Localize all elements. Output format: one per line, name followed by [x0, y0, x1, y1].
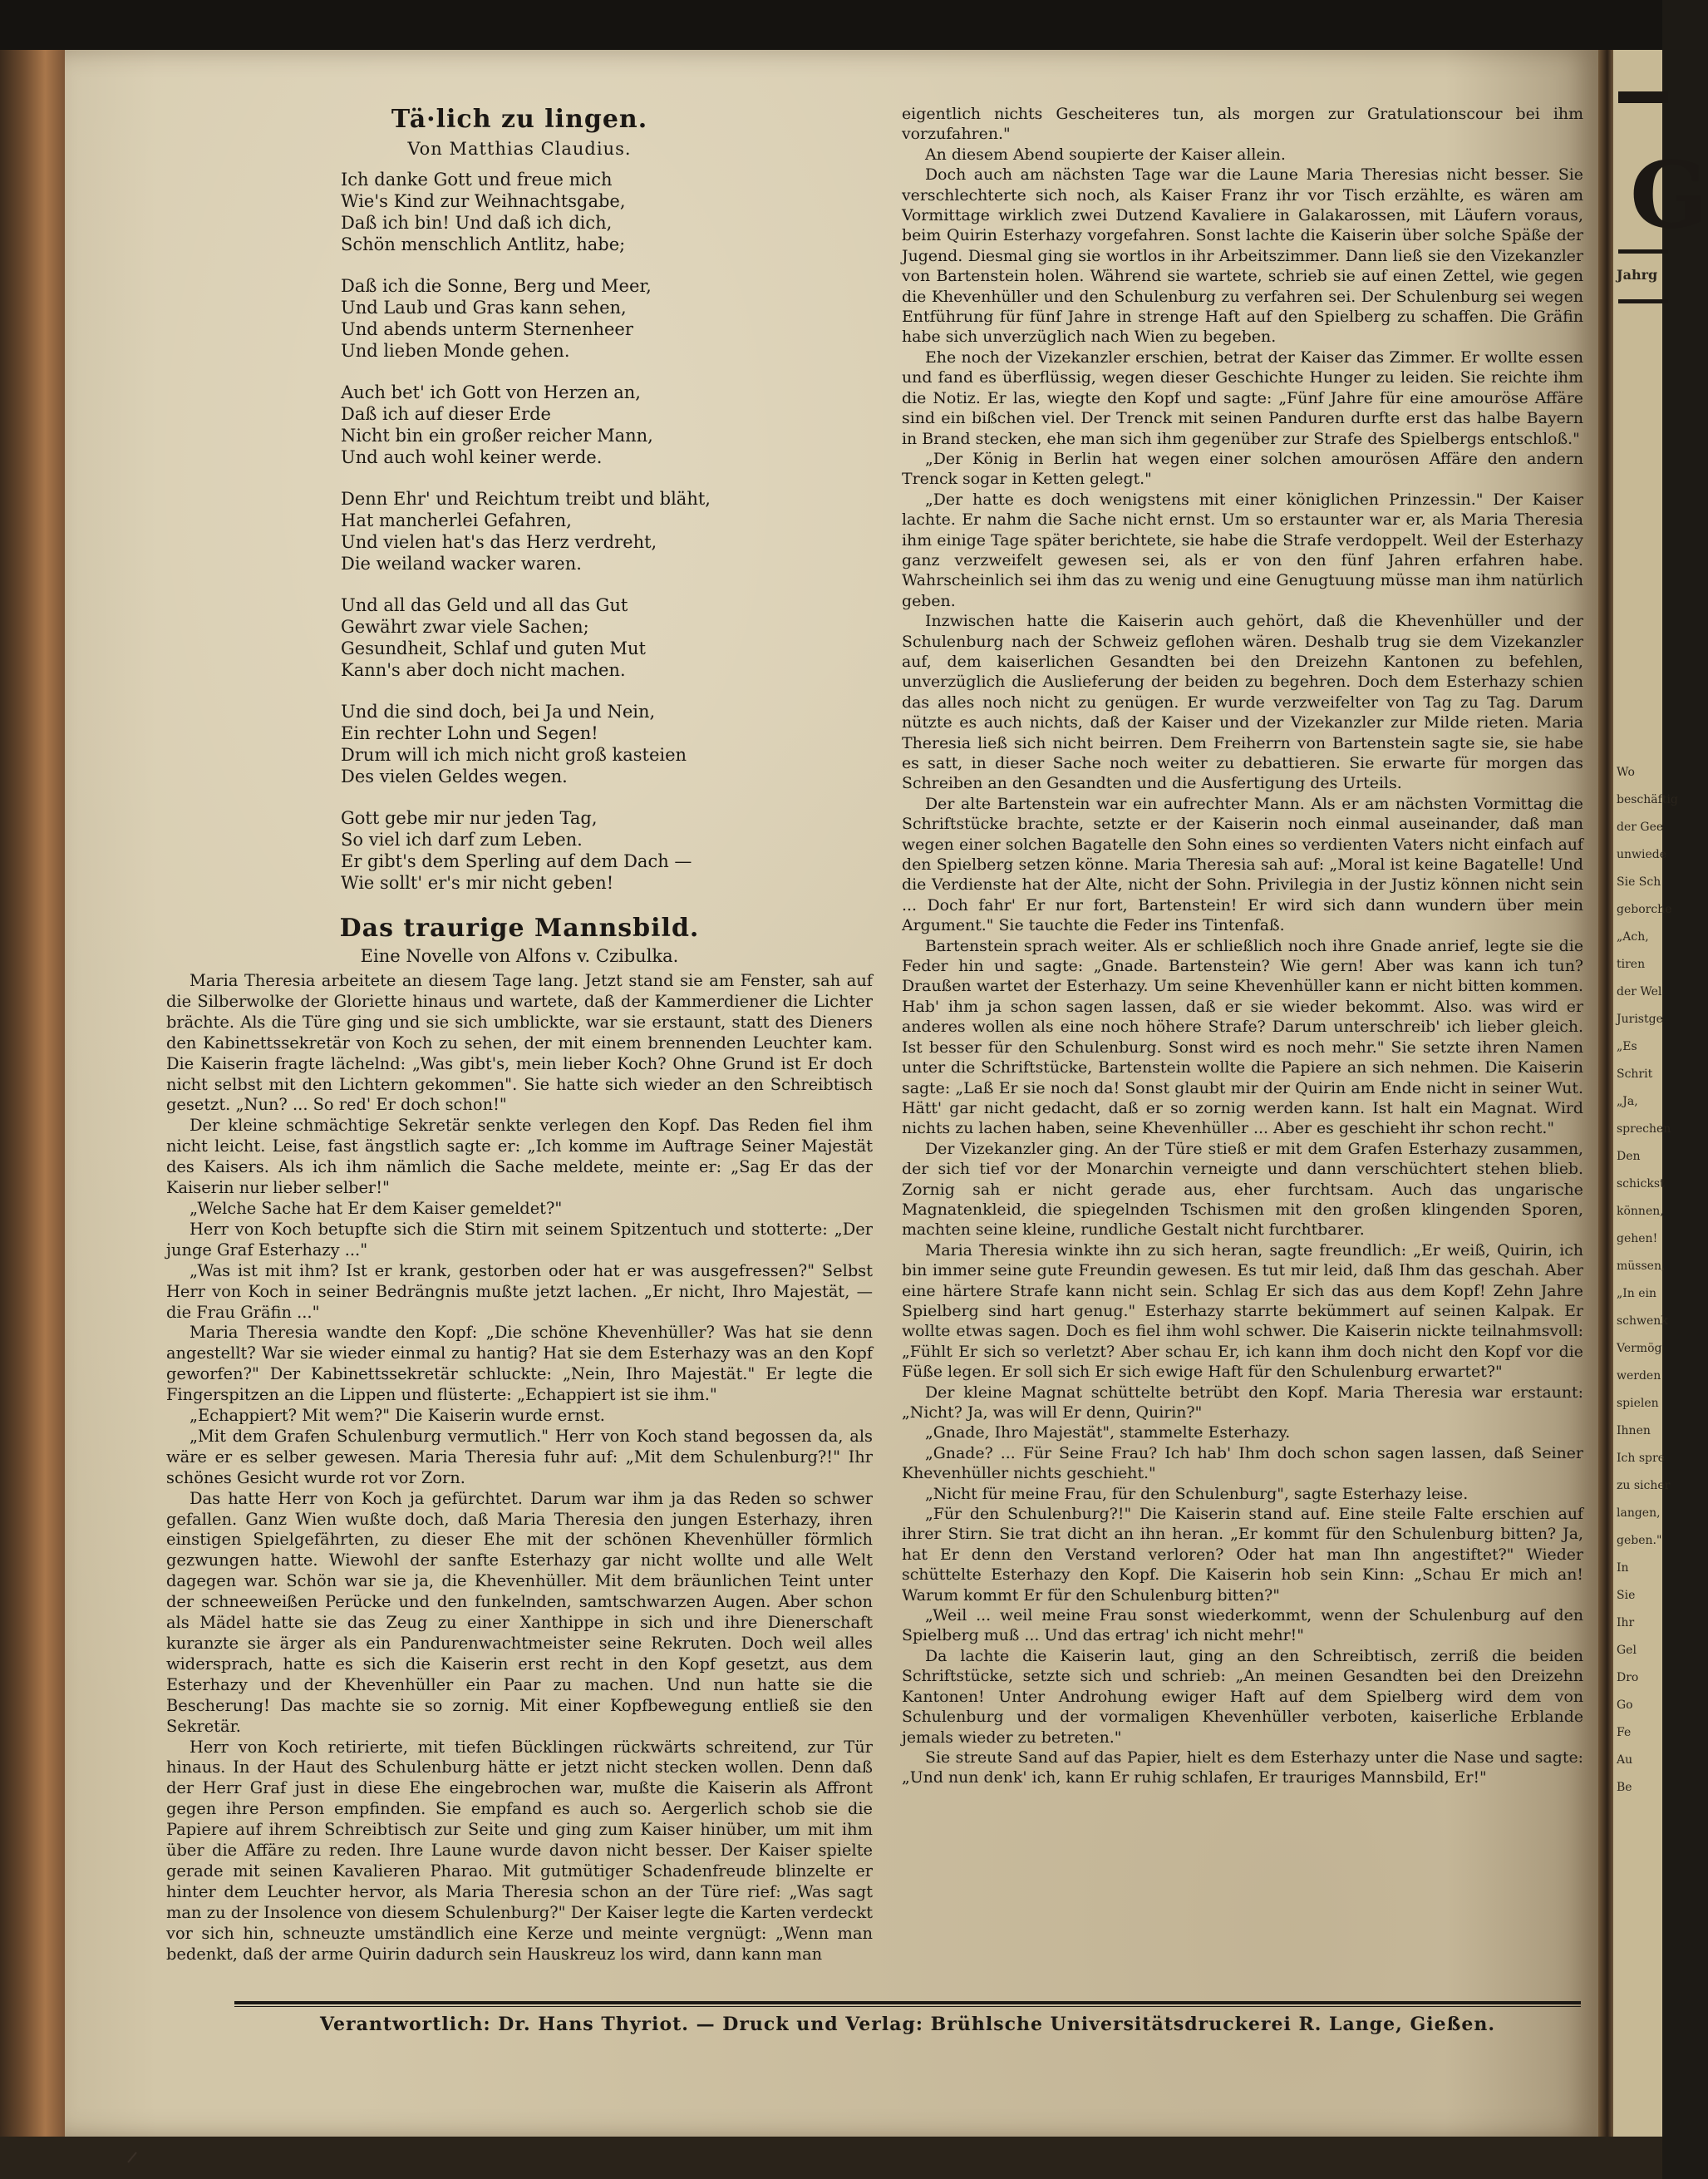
next-page-fragment: Ihnen	[1617, 1424, 1651, 1437]
next-page-fragment: sprechen	[1617, 1122, 1671, 1136]
poem-line: Des vielen Geldes wegen.	[341, 767, 568, 786]
next-page-rule	[1618, 249, 1668, 254]
story-paragraph: Maria Theresia winkte ihn zu sich heran, sagte freundlich: „Er weiß, Quirin, ich bin immer seine gute Freundin gewesen. Es tut mir leid, daß Ihm das geschah. Aber eine härtere Strafe kann nicht sein. Schlag Er sich das aus dem Kopf! Zehn Jahre Spielberg sind hart genug." Esterhazy starrte bekümmert auf seinen Kalpak. Er wollte etwas sagen. Doch es fiel ihm wohl schwer. Die Kaiserin nickte teilnahmsvoll: „Fühlt Er sich so verletzt? Aber schau Er, ich kann ihm doch nicht den Kopf vor die Füße legen. Er soll sich Er sich ewige Haft für den Schulenburg erwartet?"	[902, 1240, 1583, 1382]
poem-line: Er gibt's dem Sperling auf dem Dach —	[341, 851, 692, 871]
poem-line: Ich danke Gott und freue mich	[341, 170, 613, 190]
poem-line: Wie's Kind zur Weihnachtsgabe,	[341, 191, 626, 211]
next-page-fragment: Sie Sch	[1617, 875, 1661, 889]
next-page-fragment: der Wel	[1617, 985, 1662, 998]
poem-line: Daß ich die Sonne, Berg und Meer,	[341, 276, 652, 296]
story-paragraph: Bartenstein sprach weiter. Als er schließlich noch ihre Gnade anrief, legte sie die Feder hin und sagte: „Gnade. Bartenstein? Wie gern! Aber was kann ich tun? Draußen wartet der Esterhazy. Um seine Khevenhüller kann er nicht bitten kommen. Hab' ihm ja schon sagen lassen, daß er sie wieder bekommt. Also. was wird er anderes wollen als eine noch höhere Strafe? Darum unterschreib' ich lieber gleich. Ist besser für den Schulenburg. Sonst wird es noch mehr." Sie setzte ihren Namen unter die Schriftstücke, Bartenstein wollte die Papiere an sich nehmen. Die Kaiserin sagte: „Laß Er sie noch da! Sonst glaubt mir der Quirin am Ende nicht in seiner Wut. Hätt' gar nicht gedacht, daß er so zornig werden kann. Ist halt ein Magnat. Wird nichts zu lachen haben, seine Khevenhüller ... Aber es geschieht ihr schon recht."	[902, 936, 1583, 1138]
poem-author: Von Matthias Claudius.	[407, 139, 632, 159]
poem-line: Hat mancherlei Gefahren,	[341, 510, 572, 530]
next-page-fragment: Go	[1617, 1698, 1633, 1712]
poem-line: Daß ich bin! Und daß ich dich,	[341, 213, 613, 233]
story-paragraph: „Was ist mit ihm? Ist er krank, gestorben oder hat er was ausgefressen?" Selbst Herr von Koch in seiner Bedrängnis mußte jetzt lachen. „Er nicht, Ihro Majestät, — die Frau Gräfin ..."	[166, 1260, 873, 1322]
footer-rule-thin	[234, 2006, 1581, 2007]
next-page-fragment: Wo	[1617, 766, 1635, 779]
poem-stanza	[166, 701, 873, 787]
poem-line: Und die sind doch, bei Ja und Nein,	[341, 702, 656, 722]
poem-stanza	[166, 594, 873, 681]
story-paragraph: „Echappiert? Mit wem?" Die Kaiserin wurde ernst.	[190, 1406, 605, 1426]
poem-line: Kann's aber doch nicht machen.	[341, 660, 626, 680]
next-page-big-letter: G	[1630, 141, 1708, 249]
next-page-fragment: schickst	[1617, 1177, 1665, 1191]
poem-line: Auch bet' ich Gott von Herzen an,	[341, 382, 641, 402]
poem-line: Wie sollt' er's mir nicht geben!	[341, 873, 614, 893]
next-page-fragment: geborche	[1617, 903, 1672, 916]
story-paragraph: Sie streute Sand auf das Papier, hielt es dem Esterhazy unter die Nase und sagte: „Und nun denk' ich, kann Er ruhig schlafen, Er trauriges Mannsbild, Er!"	[902, 1748, 1583, 1787]
story-paragraph: „Gnade, Ihro Majestät", stammelte Esterhazy.	[925, 1423, 1291, 1442]
next-page-fragment: Juristge	[1617, 1013, 1663, 1026]
story-paragraph: Maria Theresia arbeitete an diesem Tage lang. Jetzt stand sie am Fenster, sah auf die Silberwolke der Gloriette hinaus und wartete, daß der Kammerdiener die Lichter brächte. Als die Türe ging und sie sich umblickte, war sie erstaunt, statt des Dieners den Kabinettssekretär von Koch zu sehen, der mit einem brennenden Leuchter kam. Die Kaiserin fragte lächelnd: „Was gibt's, mein lieber Koch? Ohne Grund ist Er doch nicht selbst mit den Lichtern gekommen". Sie hatte sich wieder an den Schreibtisch gesetzt. „Nun? ... So red' Er doch schon!"	[166, 971, 873, 1115]
story-paragraph: „Nicht für meine Frau, für den Schulenburg", sagte Esterhazy leise.	[925, 1484, 1469, 1503]
next-page-fragment: tiren	[1617, 958, 1646, 971]
pencil-mark-icon	[125, 2149, 141, 2166]
next-page-fragment: Fe	[1617, 1726, 1632, 1739]
next-page-fragment: Sie	[1617, 1589, 1636, 1602]
story-paragraph: Maria Theresia wandte den Kopf: „Die schöne Khevenhüller? Was hat sie denn angestellt? War sie wieder einmal zu hantig? Hat sie dem Esterhazy was an den Kopf geworfen?" Der Kabinettssekretär schluckte: „Nein, Ihro Majestät." Er legte die Fingerspitzen an die Lippen und flüsterte: „Echappiert ist sie ihm."	[166, 1323, 873, 1405]
poem-line: Daß ich auf dieser Erde	[341, 404, 551, 424]
poem-stanza	[166, 275, 873, 362]
poem-line: Drum will ich mich nicht groß kasteien	[341, 745, 687, 765]
poem-stanza	[166, 488, 873, 574]
next-page-fragment: Dro	[1617, 1671, 1639, 1684]
story-paragraph: Doch auch am nächsten Tage war die Laune Maria Theresias nicht besser. Sie verschlechterte sich noch, als Kaiser Franz ihr vor Tisch erzählte, es wären am Vormittage wirklich zwei Dutzend Kavaliere in Galakarossen, mit Läufern voraus, beim Quirin Esterhazy vorgefahren. Sonst lachte die Kaiserin über solche Späße der Jugend. Diesmal ging sie wortlos in ihr Arbeitszimmer. Dann ließ sie den Vizekanzler von Bartenstein holen. Während sie wartete, schrieb sie auf einen Zettel, wie gegen die Khevenhüller und den Schulenburg zu verfahren sei. Der Schulenburg sei wegen Entführung für fünf Jahre in strenge Haft auf den Spielberg zu schaffen. Die Gräfin habe sich unverzüglich nach Wien zu begeben.	[902, 165, 1583, 347]
poem-line: Nicht bin ein großer reicher Mann,	[341, 426, 653, 446]
story-paragraph: „Gnade? ... Für Seine Frau? Ich hab' Ihm doch schon sagen lassen, daß Seiner Khevenhüller nichts geschieht."	[902, 1443, 1583, 1483]
poem-line: Und lieben Monde gehen.	[341, 341, 570, 361]
next-page-fragment: „In ein	[1617, 1287, 1657, 1300]
story-paragraph: „Mit dem Grafen Schulenburg vermutlich." Herr von Koch stand begossen da, als wäre er es selber gewesen. Maria Theresia fuhr auf: „Mit dem Schulenburg?!" Ihr schönes Gesicht wurde rot vor Zorn.	[166, 1426, 873, 1487]
story-paragraph: Der Vizekanzler ging. An der Türe stieß er mit dem Grafen Esterhazy zusammen, der sich tief vor der Monarchin verneigte und dann verschüchtert stehen blieb. Zornig sah er nicht gerade aus, eher furchtsam. Auch das ungarische Magnatenkleid, die spiegelnden Tschismen mit den großen klingenden Sporen, machten seine kleine, rundliche Gestalt nicht furchtbarer.	[902, 1139, 1583, 1240]
story-paragraph: Herr von Koch retirierte, mit tiefen Bücklingen rückwärts schreitend, zur Tür hinaus. In der Haut des Schulenburg hätte er jetzt nicht stecken wollen. Denn daß der Herr Graf just in diese Ehe eingebrochen war, mußte die Kaiserin als Affront gegen ihre Person empfinden. Sie empfand es auch so. Aergerlich schob sie die Papiere auf ihrem Schreibtisch zur Seite und ging zum Kaiser hinüber, um mit ihm über die Affäre zu reden. Ihre Laune wurde davon nicht besser. Der Kaiser spielte gerade mit seinen Kavalieren Pharao. Mit gutmütiger Schadenfreude blinzelte er hinter dem Leuchter hervor, als Maria Theresia schon an der Türe rief: „Was sagt man zu der Insolence von diesem Schulenburg?" Der Kaiser legte die Karten verdeckt vor sich hin, schneuzte umständlich eine Kerze und meinte vergnügt: „Wenn man bedenkt, daß der arme Quirin dadurch sein Hauskreuz los wird, dann kann man	[166, 1737, 873, 1964]
next-page-fragment: können,	[1617, 1205, 1664, 1218]
scan-top-edge	[0, 0, 1662, 50]
next-page-fragment: Au	[1617, 1753, 1633, 1767]
footer-rule	[234, 2001, 1581, 2004]
next-page-fragment: unwiede	[1617, 848, 1667, 861]
poem-line: Gott gebe mir nur jeden Tag,	[341, 808, 598, 828]
next-page-fragment: gehen!	[1617, 1232, 1658, 1245]
story-paragraph: „Welche Sache hat Er dem Kaiser gemeldet?"	[190, 1198, 563, 1218]
story-paragraph: „Der König in Berlin hat wegen einer solchen amourösen Affäre den andern Trenck sogar in Ketten gelegt."	[902, 449, 1583, 489]
poem-title: Tä·lich zu lingen.	[391, 105, 648, 134]
next-page-fragment: müssen,	[1617, 1260, 1666, 1273]
story-paragraph: „Für den Schulenburg?!" Die Kaiserin stand auf. Eine steile Falte erschien auf ihrer Stirn. Sie trat dicht an ihn heran. „Er kommt für den Schulenburg bitten? Ja, hat Er denn den Verstand verloren? Oder hat man Ihn angestiftet?" Wieder schüttelte Esterhazy den Kopf. Die Kaiserin hob sein Kinn: „Schau Er mich an! Warum kommt Er für den Schulenburg bitten?"	[902, 1505, 1583, 1605]
next-page-fragment: spielen	[1617, 1397, 1659, 1410]
next-page-fragment: Schrit	[1617, 1067, 1653, 1081]
next-page-fragment: Ihr	[1617, 1616, 1635, 1629]
book-binding-edge	[0, 50, 65, 2179]
next-page-fragment: „Ja,	[1617, 1095, 1638, 1108]
footer-imprint: Verantwortlich: Dr. Hans Thyriot. — Druck und Verlag: Brühlsche Universitätsdruckerei R. Lange, Gießen.	[320, 2014, 1495, 2035]
poem-line: Gesundheit, Schlaf und guten Mut	[341, 638, 646, 658]
next-page-fragment: Be	[1617, 1781, 1632, 1794]
next-page-fragment: der Gee	[1617, 821, 1664, 834]
story-paragraph: Der kleine schmächtige Sekretär senkte verlegen den Kopf. Das Reden fiel ihm nicht leicht. Leise, fast ängstlich sagte er: „Ich komme im Auftrage Seiner Majestät des Kaisers. Als ich ihm nämlich die Sache meldete, meinte er: „Sag Er das der Kaiserin nur lieber selber!"	[166, 1116, 873, 1198]
story-paragraph: eigentlich nichts Gescheiteres tun, als morgen zur Gratulationscour bei ihm vorzufahren."	[902, 105, 1583, 144]
poem-line: Und auch wohl keiner werde.	[341, 447, 603, 467]
poem-body	[166, 169, 873, 894]
story-paragraph: An diesem Abend soupierte der Kaiser allein.	[925, 145, 1286, 164]
story-paragraph: Der kleine Magnat schüttelte betrübt den Kopf. Maria Theresia war erstaunt: „Nicht? Ja, was will Er denn, Quirin?"	[902, 1383, 1583, 1422]
poem-line: Die weiland wacker waren.	[341, 554, 582, 574]
poem-line: Schön menschlich Antlitz, habe;	[341, 234, 626, 254]
next-page-fragment: In	[1617, 1561, 1629, 1575]
next-page-fragment: werden	[1617, 1369, 1661, 1383]
story-subtitle: Eine Novelle von Alfons v. Czibulka.	[360, 946, 679, 966]
next-page-rule	[1618, 91, 1668, 103]
next-page-fragment: zu sicher	[1617, 1479, 1671, 1492]
story-paragraph: „Weil ... weil meine Frau sonst wiederkommt, wenn der Schulenburg auf den Spielberg muß ... Und das ertrag' ich nicht mehr!"	[902, 1606, 1583, 1645]
poem-stanza	[166, 169, 873, 255]
scan-bottom-edge	[0, 2137, 1662, 2179]
poem-line: Und abends unterm Sternenheer	[341, 319, 633, 339]
poem-stanza	[166, 382, 873, 468]
story-text-right	[902, 104, 1583, 1788]
poem-line: Und vielen hat's das Herz verdreht,	[341, 532, 657, 552]
next-page-fragment: geben."	[1617, 1534, 1662, 1547]
poem-line: Und Laub und Gras kann sehen,	[341, 298, 627, 318]
next-page-fragment: beschäftig	[1617, 793, 1678, 806]
story-title: Das traurige Mannsbild.	[339, 914, 700, 943]
next-page-fragment: Ich spre	[1617, 1452, 1665, 1465]
next-page-fragment: „Es	[1617, 1040, 1637, 1053]
story-paragraph: Da lachte die Kaiserin laut, ging an den Schreibtisch, zerriß die beiden Schriftstücke, setzte sich und schrieb: „An meinen Gesandten bei den Dreizehn Kantonen! Unter Androhung ewiger Haft auf dem Spielberg wird dem von Schulenburg und der vormaligen Khevenhüller verboten, kaiserliche Erblande jemals wieder zu betreten."	[902, 1646, 1583, 1747]
next-page-edge	[1613, 50, 1708, 2137]
next-page-fragment: schwenk	[1617, 1314, 1668, 1328]
next-page-fragment: langen,	[1617, 1506, 1661, 1520]
story-paragraph: „Der hatte es doch wenigstens mit einer königlichen Prinzessin." Der Kaiser lachte. Er nahm die Sache nicht ernst. Um so erstaunter war er, als Maria Theresia ihm einige Tage später berichtete, sie habe die Strafe verdoppelt. Weil der Esterhazy ganz verzweifelt gewesen sei, als er von den fünf Jahren erfahren habe. Wahrscheinlich sei ihm das zu wenig und eine Genugtuung müsse man ihm natürlich geben.	[902, 490, 1583, 610]
left-column	[166, 100, 873, 1965]
poem-line: Und all das Geld und all das Gut	[341, 595, 628, 615]
next-page-fragment: „Ach,	[1617, 930, 1649, 944]
story-paragraph: Ehe noch der Vizekanzler erschien, betrat der Kaiser das Zimmer. Er wollte essen und fand es überflüssig, wegen dieser Geschichte Hunger zu leiden. Sie reichte ihm die Notiz. Er las, wiegte den Kopf und sagte: „Fünf Jahre für eine amouröse Affäre sind ein bißchen viel. Der Trenck mit seinen Panduren durfte erst das halbe Bayern in Brand stecken, ehe man sich ihm gegenüber zur Strafe des Spielbergs entschloß."	[902, 348, 1583, 448]
poem-line: Gewährt zwar viele Sachen;	[341, 617, 589, 637]
next-page-fragment: Vermög	[1617, 1342, 1662, 1355]
story-text-left	[166, 971, 873, 1965]
next-page-rule	[1618, 299, 1668, 303]
poem-stanza	[166, 807, 873, 894]
next-page-fragment: Gel	[1617, 1644, 1637, 1657]
next-page-header-fragment: Jahrg	[1617, 267, 1658, 283]
poem-line: So viel ich darf zum Leben.	[341, 830, 583, 850]
page-gutter	[1598, 50, 1613, 2137]
poem-line: Ein rechter Lohn und Segen!	[341, 723, 598, 743]
next-page-fragment: Den	[1617, 1150, 1641, 1163]
poem-line: Denn Ehr' und Reichtum treibt und bläht,	[341, 489, 711, 509]
story-paragraph: Der alte Bartenstein war ein aufrechter Mann. Als er am nächsten Vormittag die Schriftstücke brachte, setzte er der Kaiserin noch einmal auseinander, daß man wegen einer solchen Bagatelle den Sohn eines so verdienten Vaters nicht einfach auf den Spielberg setzen könne. Maria Theresia sah auf: „Moral ist keine Bagatelle! Und die Verdienste hat der Alte, nicht der Sohn. Privilegia in der Justiz können nicht sein ... Doch fahr' Er nur fort, Bartenstein! Er wird sich dann wundern über mein Argument." Sie tauchte die Feder ins Tintenfaß.	[902, 794, 1583, 935]
story-paragraph: Herr von Koch betupfte sich die Stirn mit seinem Spitzentuch und stotterte: „Der junge Graf Esterhazy ..."	[166, 1219, 873, 1260]
right-column	[902, 104, 1583, 1788]
story-paragraph: Inzwischen hatte die Kaiserin auch gehört, daß die Khevenhüller und der Schulenburg nach der Schweiz geflohen wären. Deshalb trug sie dem Vizekanzler auf, dem kaiserlichen Gesandten bei den Dreizehn Kantonen zu befehlen, unverzüglich die Auslieferung der beiden zu begehren. Doch dem Esterhazy schien das alles noch nicht zu genügen. Er wurde verzweifelter von Tag zu Tag. Darum nützte es auch nichts, daß der Kaiser und der Vizekanzler zur Milde rieten. Maria Theresia ließ sich nicht beirren. Dem Freiherrn von Bartenstein sagte sie, sie habe es satt, in dieser Sache noch weiter zu debattieren. Sie erwarte für morgen das Schreiben an den Gesandten und die Ausfertigung des Urteils.	[902, 612, 1583, 793]
story-paragraph: Das hatte Herr von Koch ja gefürchtet. Darum war ihm ja das Reden so schwer gefallen. Ganz Wien wußte doch, daß Maria Theresia den jungen Esterhazy, ihren einstigen Spielgefährten, zu dieser Ehe mit der schönen Khevenhüller förmlich gezwungen hatte. Wiewohl der sanfte Esterhazy gar nicht wollte und alle Welt dagegen war. Schön war sie ja, die Khevenhüller. Mit dem bräunlichen Teint unter der schneeweißen Perücke und den funkelnden, samtschwarzen Augen. Aber schon als Mädel hatte sie das Zeug zu einer Xanthippe in sich und ihre Dienerschaft kuranzte sie ärger als ein Pandurenwachtmeister seine Rekruten. Doch weil alles widersprach, hatte es sich die Kaiserin erst recht in den Kopf gesetzt, aus dem Esterhazy und der Khevenhüller ein Paar zu machen. Und nun hatte sie die Bescherung! Das machte sie so zornig. Mit einer Kopfbewegung entließ sie den Sekretär.	[166, 1488, 873, 1736]
